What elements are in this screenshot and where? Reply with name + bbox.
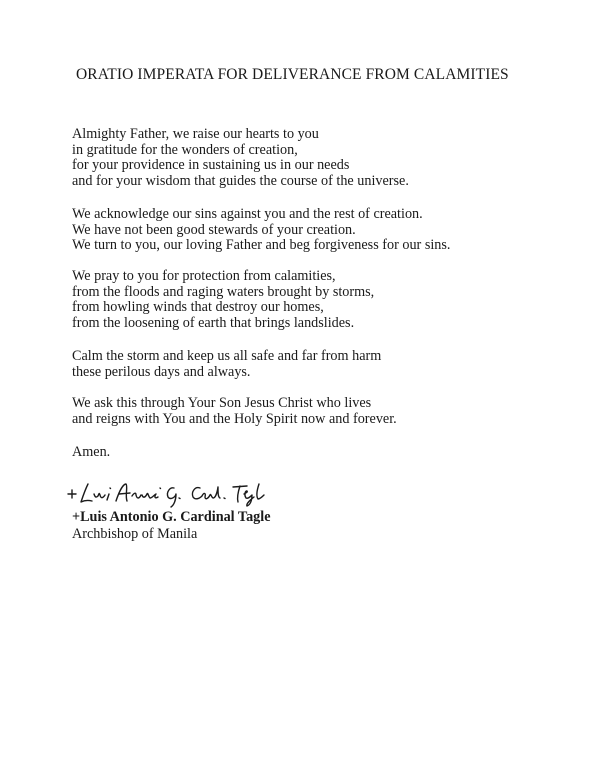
closing-amen: Amen.: [72, 444, 111, 460]
document-title: ORATIO IMPERATA FOR DELIVERANCE FROM CALAMITIES: [76, 66, 509, 83]
stanza-line: these perilous days and always.: [72, 363, 251, 380]
stanza-line: We have not been good stewards of your creation.: [72, 221, 356, 238]
stanza-line: from howling winds that destroy our homes,: [72, 299, 324, 316]
stanza-repentance: [72, 207, 450, 254]
stanza-line: We acknowledge our sins against you and the rest of creation.: [72, 206, 423, 222]
stanza-line: We ask this through Your Son Jesus Christ who lives: [72, 395, 372, 411]
stanza-line: We pray to you for protection from calamities,: [72, 268, 336, 284]
stanza-doxology: [72, 396, 397, 427]
handwritten-signature: [62, 474, 272, 510]
stanza-line: and reigns with You and the Holy Spirit now and forever.: [72, 410, 397, 427]
stanza-line: We turn to you, our loving Father and beg forgiveness for our sins.: [72, 237, 451, 254]
stanza-line: for your providence in sustaining us in our needs: [72, 157, 350, 174]
stanza-line: Almighty Father, we raise our hearts to you: [72, 126, 319, 142]
stanza-protection: [72, 269, 374, 331]
stanza-praise: [72, 127, 409, 189]
stanza-line: in gratitude for the wonders of creation,: [72, 141, 298, 158]
stanza-line: and for your wisdom that guides the course of the universe.: [72, 172, 409, 189]
stanza-line: from the floods and raging waters brought by storms,: [72, 283, 375, 300]
stanza-calm: [72, 349, 381, 380]
stanza-line: Calm the storm and keep us all safe and far from harm: [72, 348, 382, 364]
signer-name: +Luis Antonio G. Cardinal Tagle: [72, 509, 271, 525]
stanza-line: from the loosening of earth that brings landslides.: [72, 314, 355, 331]
signer-title: Archbishop of Manila: [72, 526, 198, 542]
